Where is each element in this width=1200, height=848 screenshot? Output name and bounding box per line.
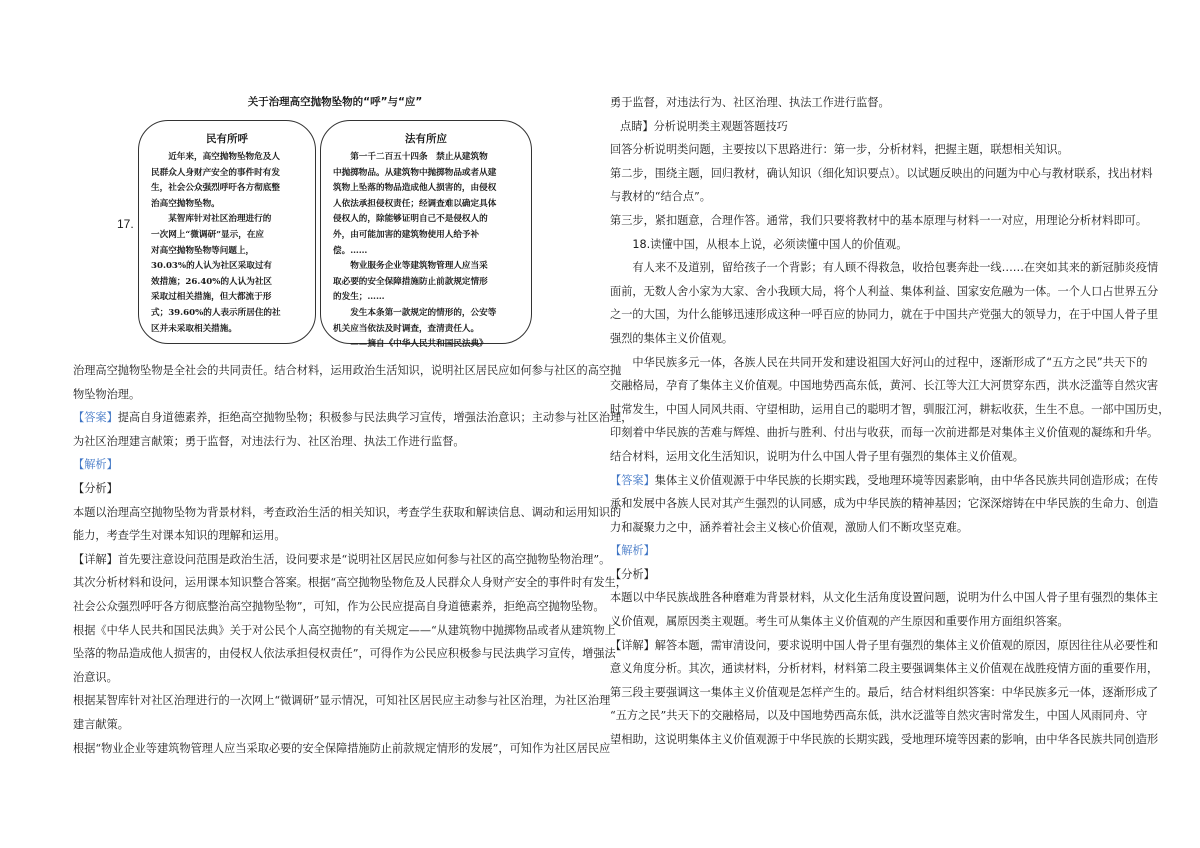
panel-line: ——摘自《中华人民共和国民法典》 — [350, 339, 488, 350]
panel-line: 近年来，高空抛物坠物危及人 — [168, 152, 280, 162]
line-text: 根据某智库针对社区治理进行的一次网上“微调研”显示情况，可知社区居民应主动参与社区治理，为社区治理 — [73, 694, 611, 708]
line-text: 物坠物治理。 — [73, 387, 141, 401]
text-line — [610, 398, 1170, 422]
figure — [136, 92, 534, 354]
section-label: 【解析】 — [73, 458, 118, 472]
line-text: “五方之民”共天下的交融格局，以及中国地势西高东低，洪水泛滥等自然灾害时常发生，中国人风雨同舟、守 — [610, 709, 1148, 723]
text-line — [73, 642, 616, 666]
right-panel-heading: 法有所应 — [405, 133, 447, 145]
right-column — [610, 91, 1170, 752]
line-text: 之一的大国，为什么能够迅速形成这种一呼百应的协同力，就在于中国共产党强大的领导力，在于中国人骨子里 — [610, 308, 1159, 322]
line-text: 第二步，围绕主题，回归教材，确认知识（细化知识要点）。以试题反映出的问题为中心与教材联系，找出材料 — [610, 166, 1153, 180]
line-text: 能力，考查学生对课本知识的理解和运用。 — [73, 529, 286, 543]
left-panel — [138, 120, 316, 344]
line-text: 根据《中华人民共和国民法典》关于对公民个人高空抛物的有关规定——“从建筑物中抛掷物品或者从建筑物上 — [73, 623, 616, 637]
text-line — [73, 524, 591, 548]
line-text: 勇于监督，对违法行为、社区治理、执法工作进行监督。 — [610, 96, 890, 109]
text-line — [610, 209, 1148, 233]
panel-line: 中抛掷物品。从建筑物中抛掷物品或者从建 — [333, 167, 497, 178]
panel-line: 筑物上坠落的物品造成他人损害的，由侵权 — [333, 183, 497, 194]
text-line — [73, 501, 622, 525]
text-line — [73, 383, 591, 407]
text-line — [610, 539, 1128, 563]
text-line — [610, 704, 1148, 728]
line-text: 第三段主要强调这一集体主义价值观是怎样产生的。最后，结合材料组织答案：中华民族多元一体，逐渐形成了 — [610, 685, 1159, 699]
text-line — [610, 586, 1159, 610]
text-line — [610, 681, 1159, 705]
text-line — [73, 548, 611, 572]
right-panel — [320, 120, 532, 350]
line-text: 集体主义价值观源于中华民族的长期实践，受地理环境等因素影响，由中华各民族共同创造形成；在传 — [654, 473, 1159, 487]
text-line — [610, 563, 1128, 587]
line-text: 面前，无数人舍小家为大家、舍小我顾大局，将个人利益、集体利益、国家安危融为一体。一个人口占世界五分 — [610, 284, 1159, 298]
line-text: 点睛】分析说明类主观题答题技巧 — [620, 119, 788, 133]
text-line — [73, 453, 591, 477]
line-text: 承和发展中各族人民对其产生强烈的认同感，成为中华民族的精神基因；它深深熔铸在中华民族的生命力、创造 — [610, 497, 1159, 511]
panel-line: 区并未采取相关措施。 — [151, 323, 237, 334]
line-text: 与教材的“结合点”。 — [610, 190, 711, 204]
line-text: 第三步，紧扣题意，合理作答。通常，我们只要将教材中的基本原理与材料一一对应，用理论分析材料即可。 — [610, 213, 1148, 227]
line-text: 根据“物业企业等建筑物管理人应当采取必要的安全保障措施防止前款规定情形的发展”，可知作为社区居民应 — [73, 741, 611, 755]
panel-line: 人依法承担侵权责任；经调查难以确定具体 — [333, 198, 497, 209]
text-line — [73, 666, 591, 690]
left-column — [73, 359, 633, 760]
text-line — [73, 619, 616, 643]
left-panel-heading: 民有所呼 — [206, 133, 248, 145]
right-panel-body — [333, 150, 519, 353]
section-label: 【答案】 — [73, 411, 118, 425]
panel-line: 生，社会公众强烈呼吁各方彻底整 — [151, 183, 280, 194]
line-text: 18.读懂中国，从根本上说，必须读懂中国人的价值观。 — [632, 237, 908, 251]
figure-title: 关于治理高空抛物坠物的“呼”与“应” — [247, 96, 423, 108]
text-line — [610, 351, 1148, 375]
text-line — [610, 492, 1159, 516]
panel-line: 治高空抛物坠物。 — [151, 198, 220, 209]
text-line — [610, 610, 1128, 634]
text-line — [610, 185, 1128, 209]
line-text: 社会公众强烈呼吁各方彻底整治高空抛物坠物”，可知，作为公民应提高自身道德素养，拒绝高空抛物坠物。 — [73, 599, 605, 613]
panel-line: 第一千二百五十四条 禁止从建筑物 — [350, 152, 488, 162]
line-text: 印刻着中华民族的苦难与辉煌、曲折与胜利、付出与收获，而每一次前进都是对集体主义价值观的凝练和升华。 — [610, 426, 1159, 440]
line-text: 回答分析说明类问题，主要按以下思路进行：第一步，分析材料，把握主题，联想相关知识。 — [610, 143, 1069, 157]
question-number: 17. — [117, 217, 134, 231]
line-text: 望相助，这说明集体主义价值观源于中华民族的长期实践，受地理环境等因素的影响，由中华各民族共同创造形 — [610, 733, 1159, 747]
left-panel-body — [151, 150, 303, 337]
text-line — [610, 138, 1128, 162]
text-line — [73, 430, 591, 454]
line-text: 意义角度分析。其次，通读材料，分析材料，材料第二段主要强调集体主义价值观在战胜疫情方面的重要作用， — [610, 662, 1159, 676]
text-line — [610, 469, 1159, 493]
panel-line: 侵权人的，除能够证明自己不是侵权人的 — [333, 214, 488, 225]
text-line — [73, 689, 611, 713]
panel-line: 一次网上“微调研”显示，在应 — [151, 229, 265, 240]
text-line — [610, 421, 1159, 445]
line-text: 本题以中华民族战胜各种磨难为背景材料，从文化生活角度设置问题，说明为什么中国人骨子里有强烈的集体主 — [610, 591, 1159, 605]
text-line — [610, 327, 1128, 351]
text-line — [610, 516, 1128, 540]
text-line — [610, 657, 1159, 681]
panel-line: 机关应当依法及时调查，查清责任人。 — [333, 323, 480, 334]
text-line — [73, 406, 633, 430]
panel-line: 取必要的安全保障措施防止前款规定情形 — [333, 276, 488, 287]
text-line — [610, 634, 1159, 658]
text-line — [73, 477, 591, 501]
text-line — [610, 115, 1128, 139]
line-text: 义价值观，属原因类主观题。考生可从集体主义价值观的产生原因和重要作用方面组织答案。 — [610, 615, 1069, 629]
line-text: 提高自身道德素养，拒绝高空抛物坠物；积极参与民法典学习宣传，增强法治意识；主动参与社区治理， — [117, 411, 633, 425]
line-text: 【分析】 — [610, 567, 655, 581]
line-text: 本题以治理高空抛物坠物为背景材料，考查政治生活的相关知识，考查学生获取和解读信息、调动和运用知识的 — [73, 505, 622, 519]
text-line — [610, 280, 1159, 304]
line-text: 结合材料，运用文化生活知识，说明为什么中国人骨子里有强烈的集体主义价值观。 — [610, 449, 1024, 463]
panel-line: 对高空抛物坠物等问题上， — [151, 245, 255, 256]
text-line — [610, 303, 1159, 327]
line-text: 交融格局，孕育了集体主义价值观。中国地势西高东低，黄河、长江等大江大河贯穿东西，洪水泛滥等自然灾害 — [610, 379, 1159, 393]
text-line — [610, 233, 1128, 257]
panel-line: 某智库针对社区治理进行的 — [168, 214, 272, 225]
text-line — [73, 595, 605, 619]
text-line — [73, 359, 622, 383]
line-text: 为社区治理建言献策；勇于监督，对违法行为、社区治理、执法工作进行监督。 — [73, 434, 465, 448]
line-text: 治意识。 — [73, 670, 118, 684]
panel-line: 发生本条第一款规定的情形的，公安等 — [350, 307, 497, 318]
panel-line: 式；39.60%的人表示所居住的社 — [151, 307, 281, 318]
text-line — [610, 91, 1128, 115]
line-text: 【分析】 — [73, 481, 118, 495]
section-label: 【解析】 — [610, 544, 655, 558]
line-text: 其次分析材料和设问，运用课本知识整合答案。根据“高空抛物坠物危及人民群众人身财产安全的事件时有发生， — [73, 576, 627, 590]
panel-line: 民群众人身财产安全的事件时有发 — [151, 167, 280, 178]
panel-line: 采取过相关措施，但大都流于形 — [151, 292, 272, 303]
panel-line: 效措施；26.40%的人认为社区 — [151, 276, 273, 287]
text-line — [610, 256, 1159, 280]
line-text: 中华民族多元一体，各族人民在共同开发和建设祖国大好河山的过程中，逐渐形成了“五方之民”共天下的 — [632, 355, 1148, 369]
text-line — [73, 571, 627, 595]
line-text: 力和凝聚力之中，涵养着社会主义核心价值观，激励人们不断攻坚克难。 — [610, 520, 969, 534]
line-text: 【详解】解答本题，需审清设问，要求说明中国人骨子里有强烈的集体主义价值观的原因，原因往往从必要性和 — [610, 638, 1159, 652]
text-line — [610, 728, 1159, 752]
line-text: 【详解】首先要注意设问范围是政治生活，设问要求是“说明社区居民应如何参与社区的高空抛物坠物治理”。 — [73, 552, 611, 566]
text-line — [610, 445, 1128, 469]
text-line — [610, 374, 1159, 398]
section-label: 【答案】 — [610, 473, 655, 487]
line-text: 时常发生，中国人同风共雨、守望相助，运用自己的聪明才智，驯服江河，耕耘收获，生生不息。一部中国历史， — [610, 402, 1170, 416]
panel-line: 偿。…… — [333, 245, 368, 256]
panel-line: 外，由可能加害的建筑物使用人给予补 — [333, 229, 480, 240]
line-text: 建言献策。 — [73, 717, 129, 731]
line-text: 坠落的物品造成他人损害的，由侵权人依法承担侵权责任”，可得作为公民应积极参与民法典学习宣传，增强法 — [73, 647, 616, 661]
line-text: 有人来不及道别，留给孩子一个背影；有人顾不得救急，收拾包裹奔赴一线……在突如其来的新冠肺炎疫情 — [632, 261, 1159, 275]
text-line — [610, 162, 1153, 186]
panel-line: 的发生；…… — [333, 292, 385, 303]
text-line — [73, 737, 611, 761]
line-text: 强烈的集体主义价值观。 — [610, 331, 734, 345]
text-line — [73, 713, 591, 737]
line-text: 治理高空抛物坠物是全社会的共同责任。结合材料，运用政治生活知识，说明社区居民应如何参与社区的高空抛 — [73, 364, 622, 377]
panel-line: 物业服务企业等建筑物管理人应当采 — [350, 261, 488, 272]
panel-line: 30.03%的人认为社区采取过有 — [151, 261, 273, 272]
